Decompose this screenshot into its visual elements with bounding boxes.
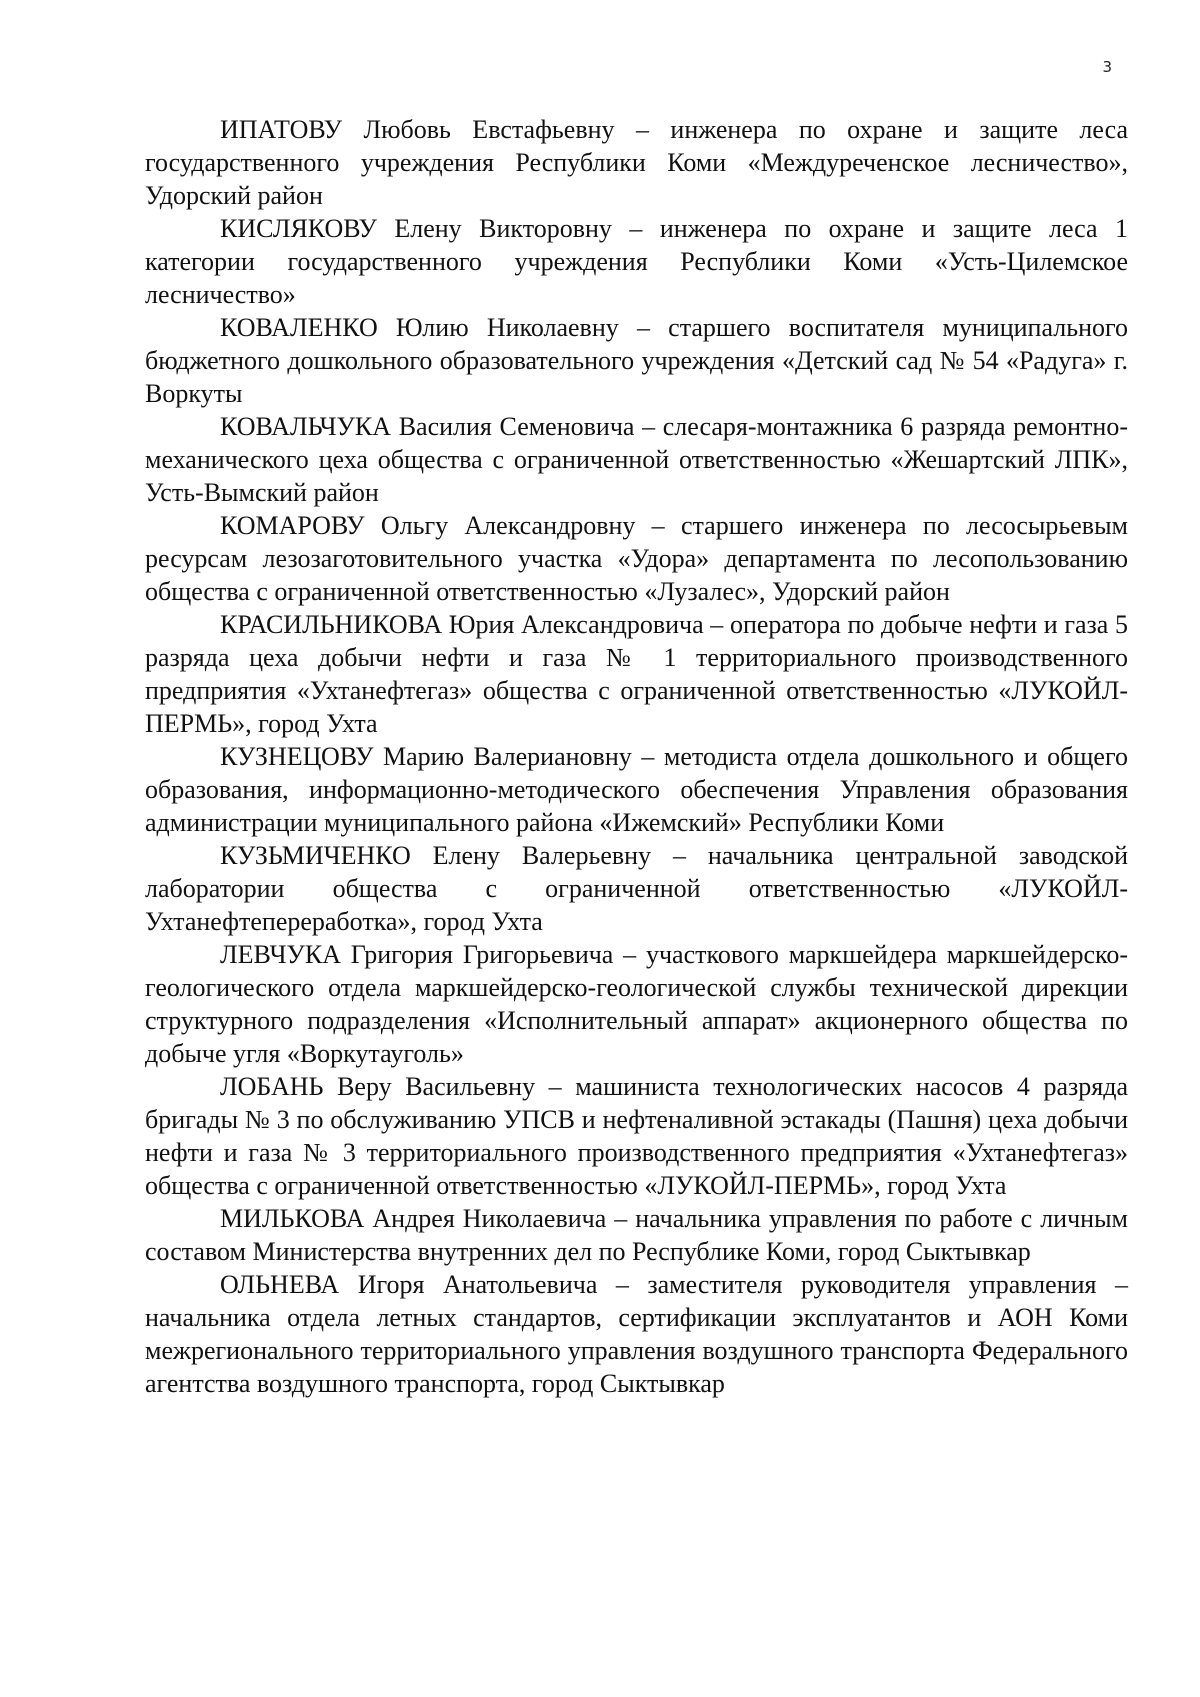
list-item: КОВАЛЕНКО Юлию Николаевну – старшего воспитателя муниципального бюджетного дошкольного образовательного учреждения «Детский сад № 54 «Радуга» г. Воркуты [145, 313, 1128, 408]
list-item: КОМАРОВУ Ольгу Александровну – старшего инженера по лесосырьевым ресурсам лезозаготовительного участка «Удора» департамента по лесопользованию общества с ограниченной ответственностью «Лузалес», Удорский район [145, 511, 1128, 606]
list-item: ИПАТОВУ Любовь Евстафьевну – инженера по охране и защите леса государственного учреждения Республики Коми «Междуреченское лесничество», Удорский район [145, 115, 1128, 210]
award-list [145, 113, 1128, 1400]
list-item: КУЗЬМИЧЕНКО Елену Валерьевну – начальника центральной заводской лаборатории общества с ограниченной ответственностью «ЛУКОЙЛ-Ухтанефтепереработка», город Ухта [145, 841, 1128, 936]
list-item: КУЗНЕЦОВУ Марию Валериановну – методиста отдела дошкольного и общего образования, информационно-методического обеспечения Управления образования администрации муниципального района «Ижемский» Республики Коми [145, 742, 1128, 837]
list-item: ЛОБАНЬ Веру Васильевну – машиниста технологических насосов 4 разряда бригады № 3 по обслуживанию УПСВ и нефтеналивной эстакады (Пашня) цеха добычи нефти и газа № 3 территориального производственного предприятия «Ухтанефтегаз» общества с ограниченной ответственностью «ЛУКОЙЛ-ПЕРМЬ», город Ухта [145, 1072, 1128, 1200]
page-number: 3 [1102, 58, 1112, 76]
list-item: ЛЕВЧУКА Григория Григорьевича – участкового маркшейдера маркшейдерско-геологического отдела маркшейдерско-геологической службы технической дирекции структурного подразделения «Исполнительный аппарат» акционерного общества по добыче угля «Воркутауголь» [145, 940, 1128, 1068]
list-item: КИСЛЯКОВУ Елену Викторовну – инженера по охране и защите леса 1 категории государственного учреждения Республики Коми «Усть-Цилемское лесничество» [145, 214, 1128, 309]
list-item: МИЛЬКОВА Андрея Николаевича – начальника управления по работе с личным составом Министерства внутренних дел по Республике Коми, город Сыктывкар [145, 1204, 1128, 1266]
list-item: КРАСИЛЬНИКОВА Юрия Александровича – оператора по добыче нефти и газа 5 разряда цеха добычи нефти и газа № 1 территориального производственного предприятия «Ухтанефтегаз» общества с ограниченной ответственностью «ЛУКОЙЛ-ПЕРМЬ», город Ухта [145, 610, 1128, 738]
list-item: ОЛЬНЕВА Игоря Анатольевича – заместителя руководителя управления – начальника отдела летных стандартов, сертификации эксплуатантов и АОН Коми межрегионального территориального управления воздушного транспорта Федерального агентства воздушного транспорта, город Сыктывкар [145, 1270, 1128, 1398]
list-item: КОВАЛЬЧУКА Василия Семеновича – слесаря-монтажника 6 разряда ремонтно-механического цеха общества с ограниченной ответственностью «Жешартский ЛПК», Усть-Вымский район [145, 412, 1128, 507]
